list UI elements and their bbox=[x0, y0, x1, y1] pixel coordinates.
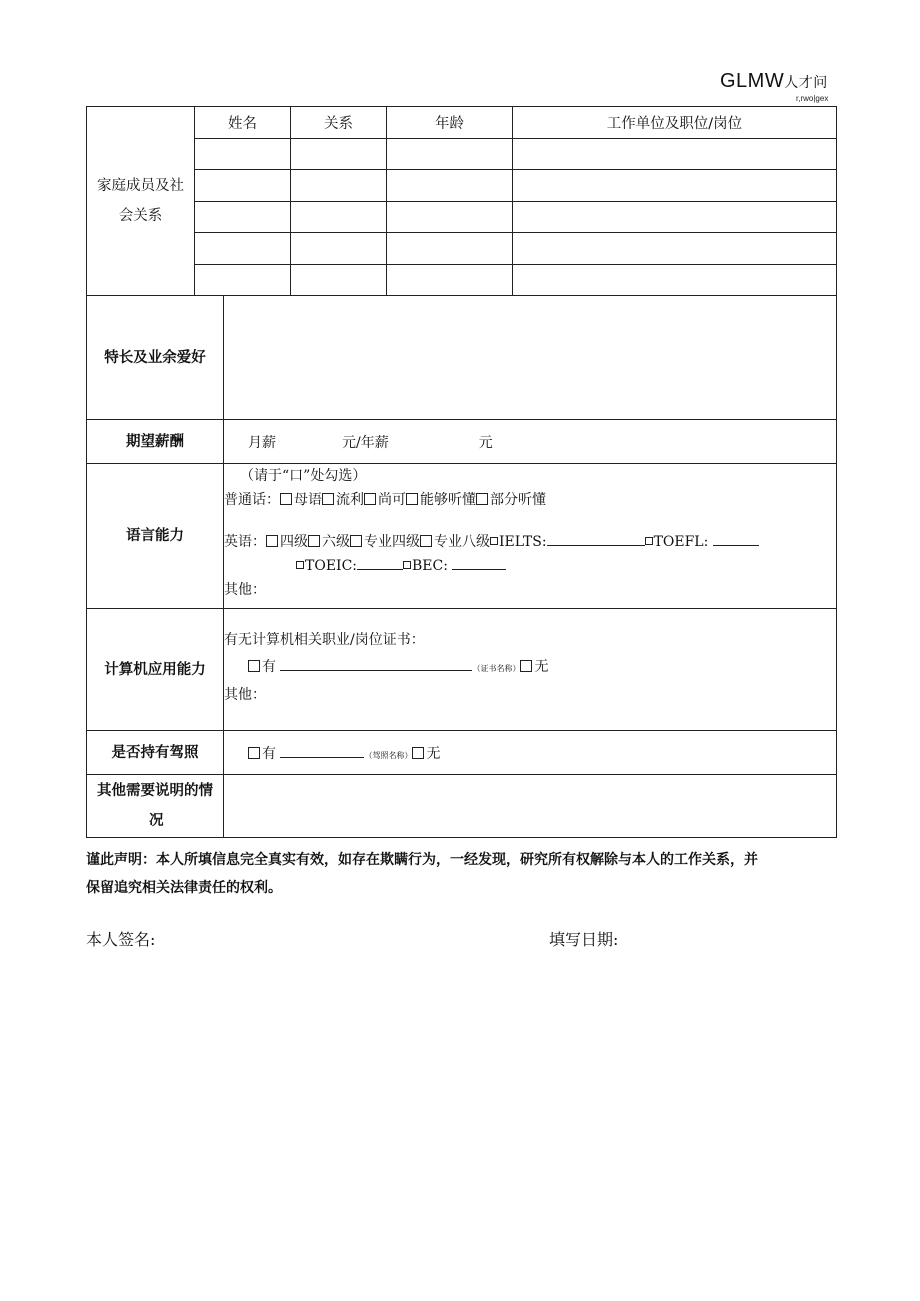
logo-subtext: r,rwo|gex bbox=[796, 94, 829, 103]
family-name-cell[interactable] bbox=[195, 170, 291, 202]
family-name-cell[interactable] bbox=[195, 265, 291, 296]
company-logo bbox=[720, 70, 840, 103]
col-header-employer: 工作单位及职位/岗位 bbox=[513, 107, 837, 139]
family-employer-cell[interactable] bbox=[513, 265, 837, 296]
salary-yuan-label: 元 bbox=[478, 434, 493, 451]
family-employer-cell[interactable] bbox=[513, 170, 837, 202]
computer-question: 有无计算机相关职业/岗位证书： bbox=[224, 632, 425, 648]
family-employer-cell[interactable] bbox=[513, 233, 837, 265]
checkbox-no[interactable] bbox=[520, 660, 532, 672]
family-row bbox=[87, 233, 837, 265]
family-age-cell[interactable] bbox=[387, 139, 513, 170]
language-other: 其他： bbox=[224, 582, 266, 598]
family-relation-cell[interactable] bbox=[291, 170, 387, 202]
family-age-cell[interactable] bbox=[387, 170, 513, 202]
family-name-cell[interactable] bbox=[195, 202, 291, 233]
checkbox[interactable] bbox=[490, 537, 498, 545]
hobbies-label: 特长及业余爱好 bbox=[87, 296, 224, 420]
checkbox[interactable] bbox=[420, 535, 432, 547]
checkbox[interactable] bbox=[296, 561, 304, 569]
language-hint: （请于“口”处勾选） bbox=[240, 468, 367, 484]
checkbox-no[interactable] bbox=[412, 747, 424, 759]
family-employer-cell[interactable] bbox=[513, 202, 837, 233]
checkbox[interactable] bbox=[322, 493, 334, 505]
other-notes-field[interactable] bbox=[224, 775, 837, 838]
signature-label: 本人签名: bbox=[86, 930, 156, 949]
family-relation-cell[interactable] bbox=[291, 233, 387, 265]
checkbox[interactable] bbox=[364, 493, 376, 505]
family-row bbox=[87, 202, 837, 233]
family-employer-cell[interactable] bbox=[513, 139, 837, 170]
checkbox[interactable] bbox=[308, 535, 320, 547]
computer-field bbox=[224, 609, 837, 731]
family-name-cell[interactable] bbox=[195, 233, 291, 265]
family-age-cell[interactable] bbox=[387, 202, 513, 233]
family-row bbox=[87, 139, 837, 170]
checkbox-yes[interactable] bbox=[248, 747, 260, 759]
license-field: 有 （驾照名称） 无 bbox=[224, 731, 837, 775]
col-header-name: 姓名 bbox=[195, 107, 291, 139]
english-options-2: TOEIC: BEC: bbox=[224, 554, 836, 578]
declaration-line-1: 谨此声明：本人所填信息完全真实有效，如存在欺瞒行为，一经发现，研究所有权解除与本人的工作关系，并 bbox=[86, 852, 758, 868]
other-notes-label: 其他需要说明的情 况 bbox=[87, 775, 224, 838]
checkbox[interactable] bbox=[476, 493, 488, 505]
family-relation-cell[interactable] bbox=[291, 139, 387, 170]
checkbox[interactable] bbox=[350, 535, 362, 547]
date-label: 填写日期: bbox=[549, 930, 619, 949]
checkbox[interactable] bbox=[406, 493, 418, 505]
toeic-score-input[interactable] bbox=[357, 557, 403, 570]
family-relation-cell[interactable] bbox=[291, 265, 387, 296]
family-row bbox=[87, 170, 837, 202]
application-form-table bbox=[86, 106, 837, 838]
mandarin-options: 普通话： 母语 流利 尚可 能够听懂 部分听懂 bbox=[224, 492, 546, 508]
col-header-relation: 关系 bbox=[291, 107, 387, 139]
english-options: 英语： 四级 六级 专业四级 专业八级 IELTS: TOEFL: bbox=[224, 530, 836, 554]
checkbox[interactable] bbox=[645, 537, 653, 545]
hobbies-field[interactable] bbox=[224, 296, 837, 420]
checkbox[interactable] bbox=[280, 493, 292, 505]
computer-label: 计算机应用能力 bbox=[87, 609, 224, 731]
ielts-score-input[interactable] bbox=[547, 533, 645, 546]
toefl-score-input[interactable] bbox=[713, 533, 759, 546]
family-age-cell[interactable] bbox=[387, 233, 513, 265]
col-header-age: 年龄 bbox=[387, 107, 513, 139]
family-relation-cell[interactable] bbox=[291, 202, 387, 233]
salary-monthly-label: 月薪 bbox=[248, 434, 276, 451]
computer-cert-options: 有 （证书名称） 无 bbox=[224, 654, 836, 682]
language-field bbox=[224, 464, 837, 609]
family-row bbox=[87, 265, 837, 296]
family-age-cell[interactable] bbox=[387, 265, 513, 296]
computer-other: 其他： bbox=[224, 687, 266, 703]
cert-name-input[interactable] bbox=[280, 658, 472, 671]
bec-score-input[interactable] bbox=[452, 557, 506, 570]
declaration-line-2: 保留追究相关法律责任的权利。 bbox=[86, 880, 282, 896]
license-name-input[interactable] bbox=[280, 745, 364, 758]
salary-annual-label: 元/年薪 bbox=[342, 434, 389, 451]
family-name-cell[interactable] bbox=[195, 139, 291, 170]
family-label: 家庭成员及社 会关系 bbox=[87, 107, 195, 296]
logo-text: GLMW人才问 bbox=[720, 70, 828, 92]
checkbox[interactable] bbox=[266, 535, 278, 547]
declaration bbox=[86, 846, 841, 902]
license-label: 是否持有驾照 bbox=[87, 731, 224, 775]
salary-field[interactable] bbox=[224, 420, 837, 464]
salary-label: 期望薪酬 bbox=[87, 420, 224, 464]
checkbox[interactable] bbox=[403, 561, 411, 569]
language-label: 语言能力 bbox=[87, 464, 224, 609]
checkbox-yes[interactable] bbox=[248, 660, 260, 672]
